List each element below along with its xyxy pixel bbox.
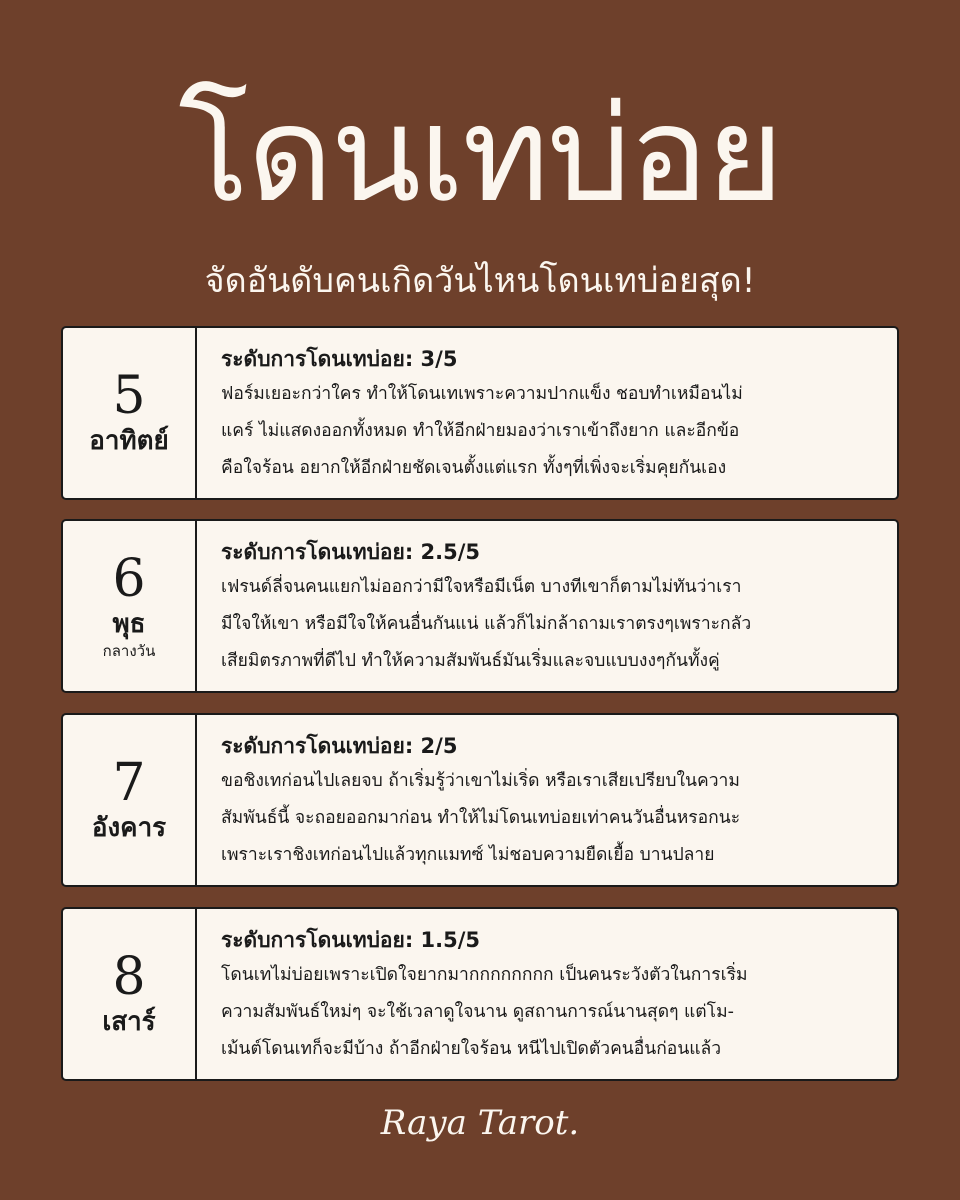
description-line: คือใจร้อน อยากให้อีกฝ่ายชัดเจนตั้งแต่แรก ทั้งๆที่เพิ่งจะเริ่มคุยกันเอง (221, 458, 727, 478)
description-line: ขอชิงเทก่อนไปเลยจบ ถ้าเริ่มรู้ว่าเขาไม่เริ่ด หรือเราเสียเปรียบในความ (221, 771, 740, 791)
description-line: เพราะเราชิงเทก่อนไปแล้วทุกแมทซ์ ไม่ชอบความยืดเยื้อ บานปลาย (221, 845, 715, 865)
page-title: โดนเทบ่อย (178, 78, 782, 232)
day-badge (63, 909, 197, 1079)
day-number: 8 (112, 947, 146, 1007)
description-line: เฟรนด์ลี่จนคนแยกไม่ออกว่ามีใจหรือมีเน็ต บางทีเขาก็ตามไม่ทันว่าเรา (221, 577, 742, 597)
description-line: โดนเทไม่บ่อยเพราะเปิดใจยากมากกกกกกกก เป็นคนระวังตัวในการเริ่ม (221, 965, 748, 985)
card-content (197, 328, 897, 498)
description-line: ฟอร์มเยอะกว่าใคร ทำให้โดนเทเพราะความปากแข็ง ชอบทำเหมือนไม่ (221, 384, 743, 404)
description-line: เม้นต์โดนเทก็จะมีบ้าง ถ้าอีกฝ่ายใจร้อน หนีไปเปิดตัวคนอื่นก่อนแล้ว (221, 1039, 722, 1059)
day-name: อาทิตย์ (89, 426, 169, 456)
page-subtitle: จัดอันดับคนเกิดวันไหนโดนเทบ่อยสุด! (204, 261, 756, 301)
day-card-tuesday (61, 713, 899, 887)
day-badge (63, 715, 197, 885)
day-badge (63, 328, 197, 498)
day-name: เสาร์ (102, 1007, 156, 1037)
description-line: ความสัมพันธ์ใหม่ๆ จะใช้เวลาดูใจนาน ดูสถานการณ์นานสุดๆ แต่โม- (221, 1002, 734, 1022)
level-rating: ระดับการโดนเทบ่อย: 1.5/5 (221, 928, 481, 952)
day-card-sunday (61, 326, 899, 500)
day-number: 5 (112, 366, 146, 426)
card-content (197, 521, 897, 691)
day-badge (63, 521, 197, 691)
day-name: พุธ (112, 609, 146, 639)
card-content (197, 909, 897, 1079)
day-number: 6 (112, 549, 146, 609)
day-card-wednesday (61, 519, 899, 693)
description-line: แคร์ ไม่แสดงออกทั้งหมด ทำให้อีกฝ่ายมองว่าเราเข้าถึงยาก และอีกข้อ (221, 421, 740, 441)
day-qualifier: กลางวัน (102, 642, 156, 660)
level-rating: ระดับการโดนเทบ่อย: 3/5 (221, 347, 458, 371)
level-rating: ระดับการโดนเทบ่อย: 2/5 (221, 734, 458, 758)
day-name: อังคาร (91, 813, 167, 843)
day-number: 7 (112, 753, 146, 813)
level-rating: ระดับการโดนเทบ่อย: 2.5/5 (221, 540, 481, 564)
card-content (197, 715, 897, 885)
description-line: เสียมิตรภาพที่ดีไป ทำให้ความสัมพันธ์มันเริ่มและจบแบบงงๆกันทั้งคู่ (221, 651, 720, 671)
brand-signature: Raya Tarot. (380, 1103, 580, 1143)
description-line: สัมพันธ์นี้ จะถอยออกมาก่อน ทำให้ไม่โดนเทบ่อยเท่าคนวันอื่นหรอกนะ (221, 808, 741, 828)
day-card-saturday (61, 907, 899, 1081)
description-line: มีใจให้เขา หรือมีใจให้คนอื่นกันแน่ แล้วก็ไม่กล้าถามเราตรงๆเพราะกลัว (221, 614, 752, 634)
